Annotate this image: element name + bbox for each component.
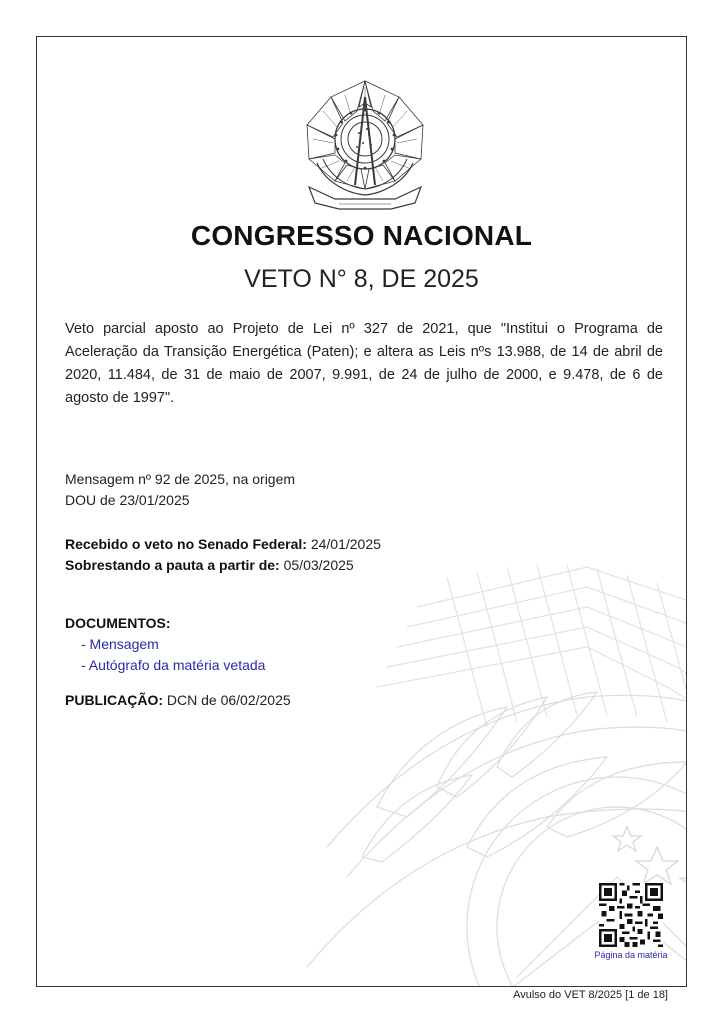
received-line — [65, 534, 381, 555]
document-page — [36, 36, 687, 987]
origin-dou: DOU de 23/01/2025 — [65, 492, 190, 508]
documents-block — [65, 613, 265, 676]
ementa-text: Veto parcial aposto ao Projeto de Lei nº 327 de 2021, que "Institui o Programa de Aceleração da Transição Energética (Paten); e altera as Leis nºs 13.988, de 14 de abril de 2020, 11.484, de 31 de maio de 2007, 9.991, de 24 de julho de 2000, e 9.478, de 6 de agosto de 1997". — [65, 321, 663, 406]
dates-block — [65, 534, 381, 576]
origin-message: Mensagem nº 92 de 2025, na origem — [65, 471, 296, 487]
page-title: CONGRESSO NACIONAL — [190, 220, 533, 251]
agenda-date: 05/03/2025 — [283, 557, 354, 573]
brazil-coat-of-arms-emblem — [295, 77, 435, 212]
agenda-line — [65, 555, 381, 576]
document-link-autografo[interactable]: - Autógrafo da matéria vetada — [81, 657, 266, 673]
publication-line — [65, 690, 291, 711]
document-link-mensagem[interactable]: - Mensagem — [81, 636, 159, 652]
qr-code-label[interactable]: Página da matéria — [594, 950, 668, 960]
origin-block — [65, 469, 295, 511]
documents-label: DOCUMENTOS: — [65, 615, 171, 631]
received-label: Recebido o veto no Senado Federal: — [65, 536, 307, 552]
publication-value: DCN de 06/02/2025 — [166, 692, 291, 708]
veto-number: VETO N° 8, DE 2025 — [244, 265, 479, 293]
publication-label: PUBLICAÇÃO: — [65, 692, 163, 708]
footer-divider — [36, 986, 110, 987]
footer-page-info: Avulso do VET 8/2025 [1 de 18] — [513, 989, 668, 1001]
agenda-label: Sobrestando a pauta a partir de: — [65, 557, 280, 573]
qr-code[interactable] — [599, 883, 663, 947]
received-date: 24/01/2025 — [310, 536, 381, 552]
